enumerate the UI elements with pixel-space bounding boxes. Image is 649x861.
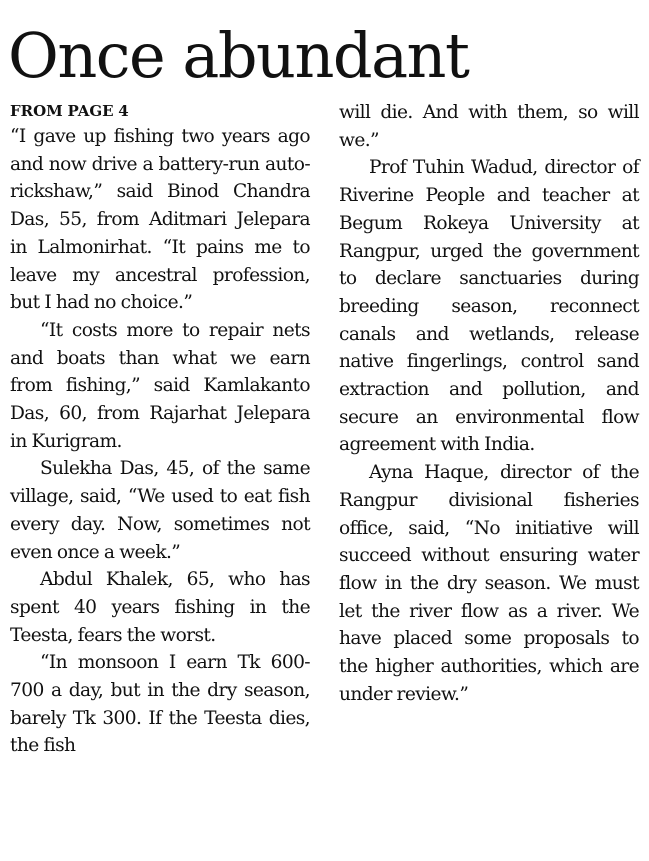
paragraph: “In monsoon I earn Tk 600-700 a day, but in the dry season, barely Tk 300. If the Teesta dies, the fish [10,652,310,757]
paragraph: “It costs more to repair nets and boats than what we earn from fishing,” said Kamlakanto Das, 60, from Rajarhat Jelepara in Kurigram. [10,319,310,452]
article-column-left [10,99,310,760]
paragraph: Ayna Haque, director of the Rangpur divisional fisheries office, said, “No initiative will succeed without ensuring water flow in the dry season. We must let the river flow as a river. We have placed some proposals to the higher authorities, which are under review.” [339,462,639,705]
article-column-right [339,99,639,708]
headline: Once abundant [8,19,469,92]
paragraph: will die. And with them, so will we.” [339,102,639,151]
paragraph: “I gave up fishing two years ago and now drive a battery-run auto-rickshaw,” said Binod Chandra Das, 55, from Aditmari Jelepara in Lalmonirhat. “It pains me to leave my ancestral profession, but I had no choice.” [10,126,310,314]
jump-line: FROM PAGE 4 [10,102,129,120]
paragraph: Sulekha Das, 45, of the same village, said, “We used to eat fish every day. Now, sometimes not even once a week.” [10,458,310,563]
paragraph: Prof Tuhin Wadud, director of Riverine People and teacher at Begum Rokeya University at Rangpur, urged the government to declare sanctuaries during breeding season, reconnect canals and wetlands, release native fingerlings, control sand extraction and pollution, and secure an environmental flow agreement with India. [339,157,639,456]
paragraph: Abdul Khalek, 65, who has spent 40 years fishing in the Teesta, fears the worst. [10,569,310,646]
